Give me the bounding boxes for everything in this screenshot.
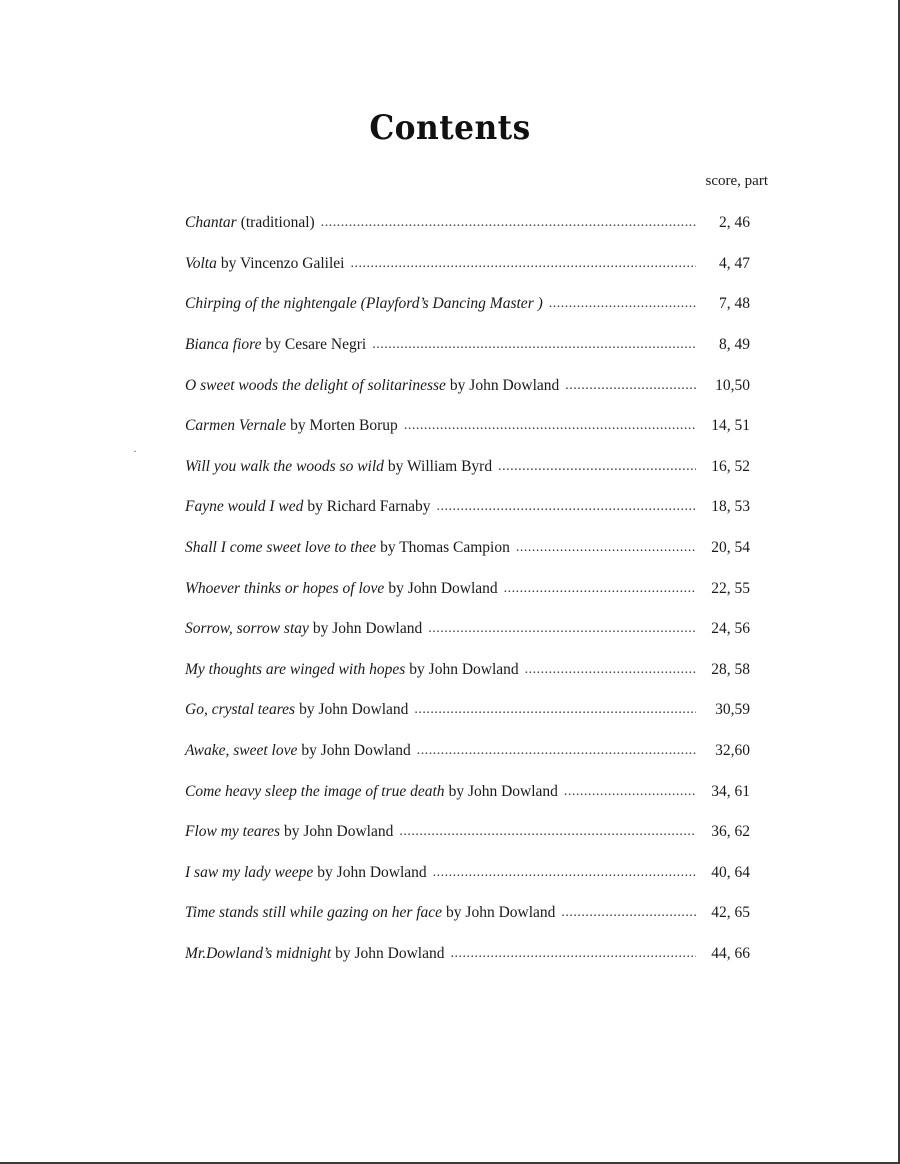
toc-entry-pages: 8, 49 [719, 336, 750, 354]
toc-dot-leader [549, 296, 696, 312]
toc-entry-pages: 14, 51 [711, 417, 750, 435]
toc-entry-composer: by William Byrd [387, 457, 493, 475]
toc-entry [185, 406, 750, 447]
stray-mark: · [133, 444, 137, 458]
toc-dot-leader [372, 337, 696, 353]
toc-entry [185, 650, 750, 691]
page-title: Contents [369, 108, 531, 148]
toc-dot-leader [516, 540, 696, 556]
toc-dot-leader [428, 621, 696, 637]
toc-dot-leader [321, 215, 696, 231]
toc-entry-composer: by John Dowland [317, 863, 427, 881]
toc-entry-composer: by John Dowland [335, 944, 445, 962]
toc-entry-pages: 30,59 [715, 701, 750, 719]
toc-entry-title: Fayne would I wed [185, 498, 304, 516]
toc-entry-pages: 2, 46 [719, 214, 750, 232]
toc-entry-composer: by John Dowland [284, 823, 394, 841]
toc-entry [185, 284, 750, 325]
toc-dot-leader [417, 743, 696, 759]
toc-entry-pages: 7, 48 [719, 295, 750, 313]
toc-entry-composer: by John Dowland [448, 782, 558, 800]
toc-entry-pages: 18, 53 [711, 498, 750, 516]
toc-dot-leader [433, 865, 696, 881]
toc-dot-leader [498, 459, 696, 475]
toc-entry-title: O sweet woods the delight of solitarinesse [185, 376, 446, 394]
toc-entry-pages: 42, 65 [711, 904, 750, 922]
toc-entry-title: Chirping of the nightengale (Playford’s Dancing Master ) [185, 295, 543, 313]
column-header-score-part: score, part [705, 173, 768, 189]
toc-entry-composer: by John Dowland [446, 904, 556, 922]
toc-entry-title: Flow my teares [185, 823, 280, 841]
toc-entry [185, 690, 750, 731]
toc-dot-leader [414, 702, 696, 718]
toc-entry-pages: 20, 54 [711, 539, 750, 557]
toc-entry [185, 609, 750, 650]
toc-entry [185, 244, 750, 285]
toc-entry [185, 812, 750, 853]
toc-entry-pages: 34, 61 [711, 782, 750, 800]
toc-entry-title: Volta [185, 254, 217, 272]
toc-entry-pages: 40, 64 [711, 863, 750, 881]
toc-dot-leader [561, 905, 696, 921]
toc-dot-leader [504, 581, 696, 597]
toc-entry-title: Whoever thinks or hopes of love [185, 579, 385, 597]
toc-entry-title: Awake, sweet love [185, 742, 298, 760]
toc-entry-title: Chantar [185, 214, 237, 232]
toc-entry-pages: 32,60 [715, 742, 750, 760]
toc-entry-pages: 44, 66 [711, 944, 750, 962]
toc-entry-composer: (traditional) [240, 214, 315, 232]
toc-entry-composer: by John Dowland [409, 660, 519, 678]
toc-dot-leader [437, 499, 697, 515]
toc-entry-pages: 4, 47 [719, 254, 750, 272]
toc-entry-pages: 22, 55 [711, 579, 750, 597]
toc-entry-pages: 28, 58 [711, 660, 750, 678]
toc-entry-pages: 36, 62 [711, 823, 750, 841]
toc-entry-title: Will you walk the woods so wild [185, 457, 384, 475]
toc-entry-composer: by Richard Farnaby [307, 498, 431, 516]
toc-dot-leader [404, 418, 696, 434]
toc-entry-composer: by Cesare Negri [265, 336, 367, 354]
toc-dot-leader [525, 662, 696, 678]
toc-entry [185, 447, 750, 488]
toc-entry [185, 487, 750, 528]
toc-entry-title: Come heavy sleep the image of true death [185, 782, 445, 800]
toc-entry-composer: by John Dowland [299, 701, 409, 719]
toc-dot-leader [565, 378, 696, 394]
table-of-contents [185, 203, 750, 974]
toc-entry-title: My thoughts are winged with hopes [185, 660, 406, 678]
toc-entry-composer: by Thomas Campion [380, 539, 510, 557]
toc-entry-title: Bianca fiore [185, 336, 262, 354]
toc-entry [185, 528, 750, 569]
toc-entry-composer: by John Dowland [388, 579, 498, 597]
toc-entry-composer: by John Dowland [301, 742, 411, 760]
toc-entry-title: Time stands still while gazing on her face [185, 904, 443, 922]
toc-entry-composer: by Vincenzo Galilei [220, 254, 345, 272]
toc-dot-leader [399, 824, 696, 840]
toc-entry [185, 853, 750, 894]
toc-entry-composer: by Morten Borup [290, 417, 398, 435]
toc-dot-leader [350, 256, 696, 272]
toc-entry-title: Carmen Vernale [185, 417, 287, 435]
toc-entry-composer: by John Dowland [449, 376, 560, 394]
toc-entry [185, 325, 750, 366]
toc-entry [185, 771, 750, 812]
toc-entry-title: Mr.Dowland’s midnight [185, 944, 332, 962]
toc-entry [185, 893, 750, 934]
toc-entry-pages: 10,50 [715, 376, 750, 394]
toc-entry-title: Shall I come sweet love to thee [185, 539, 377, 557]
toc-entry [185, 934, 750, 975]
toc-dot-leader [450, 946, 696, 962]
toc-entry-title: Go, crystal teares [185, 701, 296, 719]
toc-entry-title: Sorrow, sorrow stay [185, 620, 309, 638]
toc-entry [185, 731, 750, 772]
toc-entry-title: I saw my lady weepe [185, 863, 314, 881]
toc-entry [185, 203, 750, 244]
toc-entry [185, 365, 750, 406]
toc-entry [185, 568, 750, 609]
toc-entry-composer: by John Dowland [312, 620, 423, 638]
toc-dot-leader [564, 784, 696, 800]
toc-entry-pages: 24, 56 [711, 620, 750, 638]
toc-entry-pages: 16, 52 [711, 457, 750, 475]
